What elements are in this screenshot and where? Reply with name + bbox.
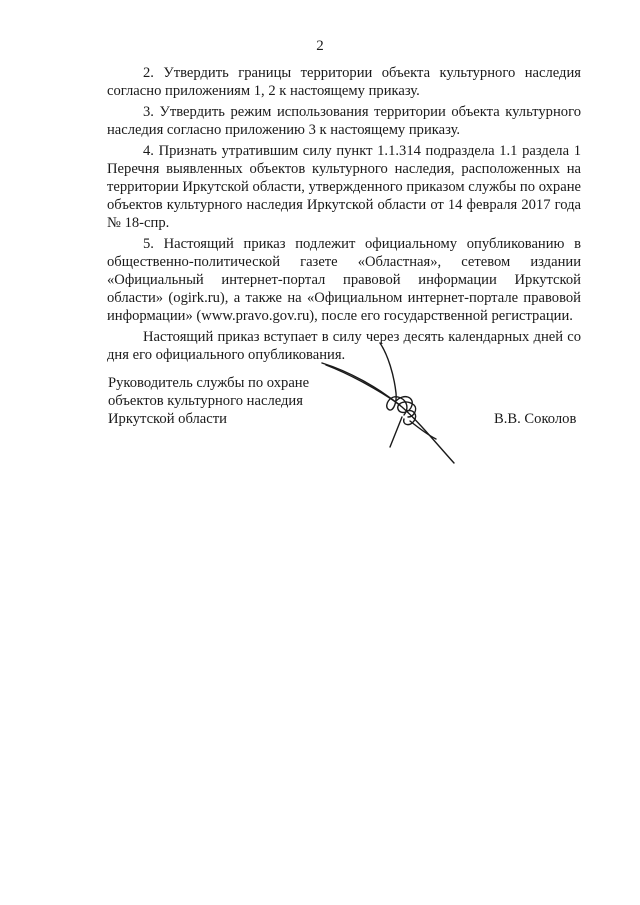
page-number: 2 [316,38,324,54]
paragraph-effective-date: Настоящий приказ вступает в силу через десять календарных дней со дня его официального опубликования. [107,329,581,363]
paragraph-item-4: 4. Признать утратившим силу пункт 1.1.314 подраздела 1.1 раздела 1 Перечня выявленных объектов культурного наследия, расположенных на территории Иркутской области, утвержденного приказом службы по охране объектов культурного наследия Иркутской области от 14 февраля 2017 года № 18-спр. [107,143,581,231]
signatory-title-line: Иркутской области [108,411,227,427]
document-body [107,64,581,367]
paragraph-item-3: 3. Утвердить режим использования территории объекта культурного наследия согласно приложению 3 к настоящему приказу. [107,104,581,138]
handwritten-signature [318,335,468,475]
signatory-title-line: Руководитель службы по охране [108,375,310,391]
signatory-name: В.В. Соколов [494,411,577,427]
signatory-title-line: объектов культурного наследия [108,393,303,409]
paragraph-item-5: 5. Настоящий приказ подлежит официальному опубликованию в общественно-политической газете «Областная», сетевом издании «Официальный интернет-портал правовой информации Иркутской области» (ogirk.ru), а также на «Официальном интернет-портале правовой информации» (www.pravo.gov.ru), после его государственной регистрации. [107,236,581,324]
paragraph-item-2: 2. Утвердить границы территории объекта культурного наследия согласно приложениям 1, 2 к настоящему приказу. [107,65,581,99]
